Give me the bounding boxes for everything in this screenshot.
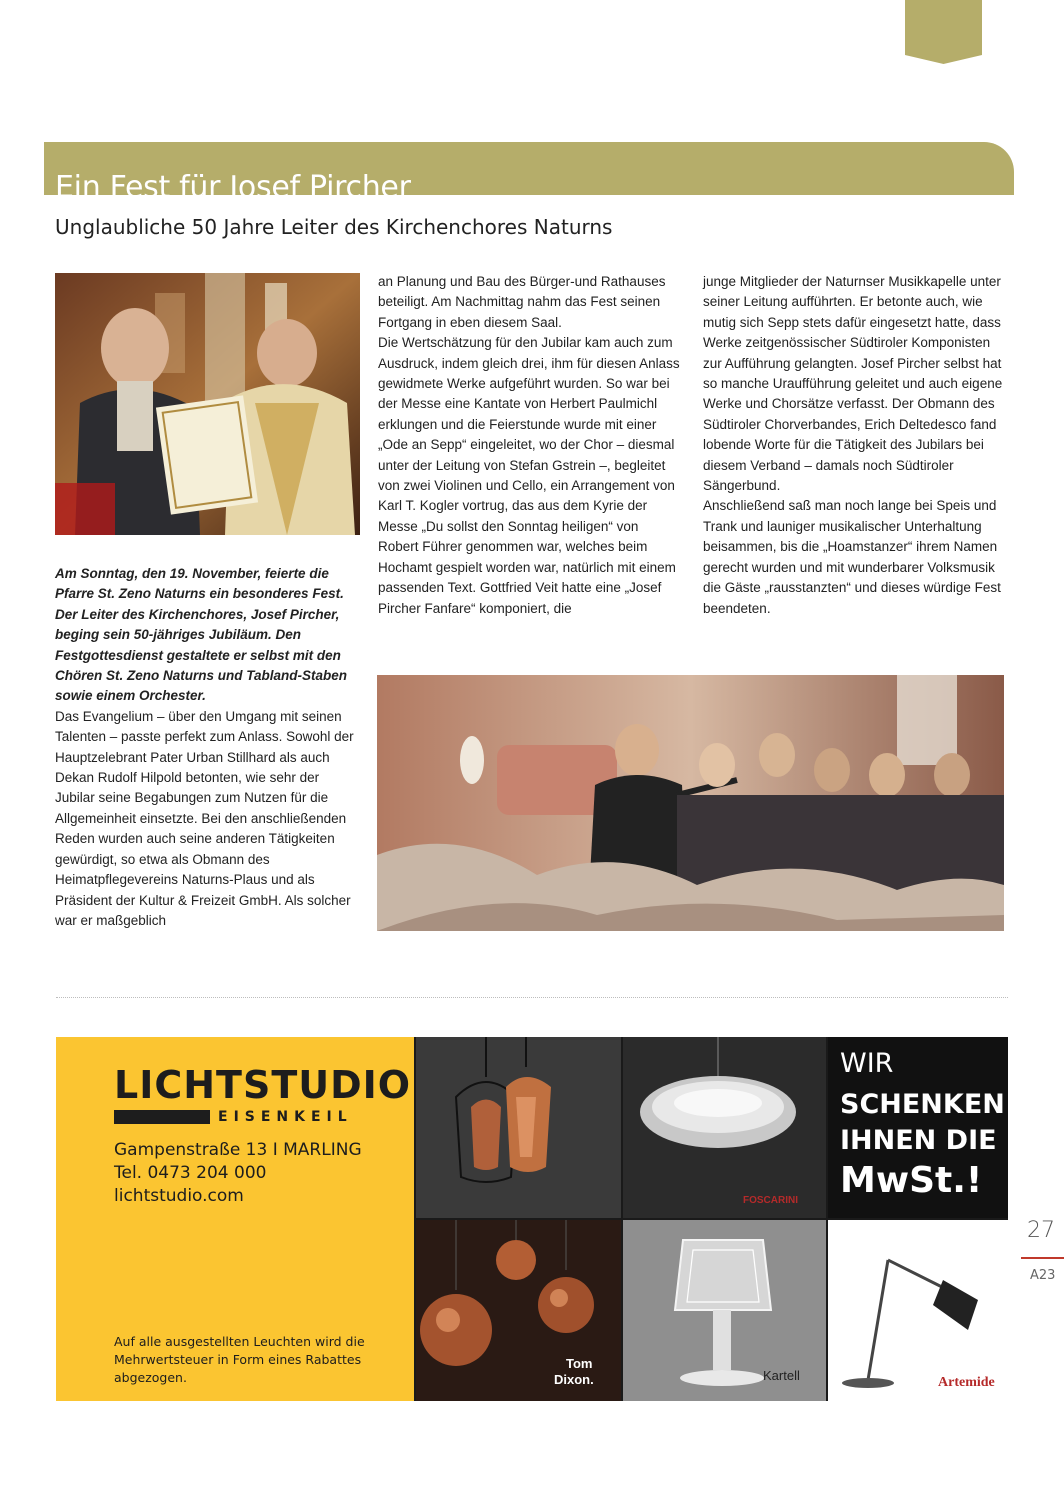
ad-website: lichtstudio.com bbox=[114, 1186, 244, 1206]
brand-bar bbox=[114, 1110, 210, 1124]
advertisement-lichtstudio bbox=[56, 1037, 1008, 1401]
article-paragraph: Anschließend saß man noch lange bei Speis und Trank und launiger musikalischer Unterhaltung beisammen, bis die „Hoamstanzer“ ihrem Namen gerecht wurden und mit wunderbarer Volksmusik die Gäste „rausstanzten“ und dieses würdige Fest beendeten. bbox=[703, 498, 1001, 616]
brand-subname: EISENKEIL bbox=[218, 1109, 353, 1125]
article-paragraph: an Planung und Bau des Bürger-und Rathauses beteiligt. Am Nachmittag nahm das Fest seinen Fortgang in eben diesem Saal. bbox=[378, 274, 666, 330]
article-paragraph: junge Mitglieder der Naturnser Musikkapelle unter seiner Leitung aufführten. Er betonte auch, wie mutig sich Sepp stets dafür eingesetzt hatte, dass Werke zeitgenössischer Südtiroler Komponisten zur Aufführung gelangten. Josef Pircher selbst hat so manche Uraufführung geleitet und auch eigene Werke und Chorsätze verfasst. Der Obmann des Südtiroler Chorverbandes, Erich Deltedesco fand lobende Worte für die Tätigkeit des Jubilars bei diesem Verband – damals noch Südtiroler Sängerbund. bbox=[703, 274, 1003, 494]
ad-promo-box bbox=[828, 1037, 1008, 1218]
page-number-rule bbox=[1021, 1257, 1064, 1259]
page-code: A23 bbox=[1030, 1268, 1056, 1283]
ad-yellow-panel bbox=[56, 1037, 414, 1401]
ad-promo-line-2: SCHENKEN bbox=[840, 1089, 1005, 1120]
section-divider bbox=[56, 997, 1008, 998]
article-column-2 bbox=[378, 272, 682, 619]
brand-logo bbox=[114, 1063, 412, 1125]
ad-logo-tomdixon-line2: Dixon. bbox=[554, 1372, 594, 1387]
page-number: 27 bbox=[1027, 1218, 1055, 1243]
ad-contact-block bbox=[114, 1139, 362, 1208]
article-column-1 bbox=[55, 564, 361, 931]
photo-conductor-orchestra bbox=[377, 675, 1004, 931]
ad-photo-copper-globes bbox=[416, 1220, 621, 1401]
ad-logo-tomdixon-line1: Tom bbox=[566, 1356, 593, 1371]
ad-promo-line-1: WIR bbox=[840, 1048, 894, 1079]
article-intro-caption: Am Sonntag, den 19. November, feierte die Pfarre St. Zeno Naturns ein besonderes Fest. Der Leiter des Kirchenchores, Josef Pircher, beging sein 50-jähriges Jubiläum. Den Festgottesdienst gestaltete er selbst mit den Chören St. Zeno Naturns und Tabland-Staben sowie einem Orchester. bbox=[55, 566, 348, 704]
ad-address: Gampenstraße 13 I MARLING bbox=[114, 1140, 362, 1160]
ad-footnote: Auf alle ausgestellten Leuchten wird die Mehrwertsteuer in Form eines Rabattes abgezogen. bbox=[114, 1334, 365, 1385]
article-subtitle: Unglaubliche 50 Jahre Leiter des Kirchenchores Naturns bbox=[55, 215, 613, 239]
ad-photo-copper-pendant bbox=[416, 1037, 621, 1218]
article-paragraph: Das Evangelium – über den Umgang mit seinen Talenten – passte perfekt zum Anlass. Sowohl der Hauptzelebrant Pater Urban Stillhard als auch Dekan Rudolf Hilpold betonten, wie sehr der Jubilar seine Begabungen zum Nutzen für die Allgemeinheit einsetzte. Bei den anschließenden Reden wurden auch seine anderen Tätigkeiten gewürdigt, so etwa als Obmann des Heimatpflegevereins Naturns-Plaus und als Präsident der Kultur & Freizeit GmbH. Als solcher war er maßgeblich bbox=[55, 708, 354, 928]
section-tab-marker bbox=[905, 0, 982, 64]
ad-photo-crystal-table-lamp bbox=[623, 1220, 826, 1401]
article-paragraph: Die Wertschätzung für den Jubilar kam auch zum Ausdruck, indem gleich drei, ihm für diesen Anlass gewidmete Werke aufgeführt wurden. So war bei der Messe eine Kantate von Herbert Paulmichl erklungen und die Feierstunde wurde mit einer „Ode an Sepp“ eingeleitet, wo der Chor – diesmal unter der Leitung von Stefan Gstrein –, begleitet von zwei Violinen und Cello, ein Arrangement von Karl T. Kogler vortrug, das aus dem Kyrie der Messe „Du sollst den Sonntag heiligen“ von Robert Führer genommen war, welches beim Hochamt gespielt worden war, natürlich mit einem passenden Text. Gottfried Veit hatte eine „Josef Pircher Fanfare“ komponiert, die bbox=[378, 335, 680, 616]
article-title-bar bbox=[44, 142, 1014, 206]
ad-logo-kartell: Kartell bbox=[763, 1368, 800, 1383]
article-column-3 bbox=[703, 272, 1007, 619]
ad-photo-crystal-chandelier bbox=[623, 1037, 826, 1218]
ad-promo-line-4: MwSt.! bbox=[840, 1160, 983, 1201]
article-title: Ein Fest für Josef Pircher bbox=[55, 170, 411, 206]
ad-photo-desk-lamp bbox=[828, 1220, 1008, 1401]
photo-award-presentation bbox=[55, 273, 360, 535]
brand-name: LICHTSTUDIO bbox=[114, 1063, 412, 1107]
ad-logo-artemide: Artemide bbox=[938, 1375, 995, 1390]
ad-promo-line-3: IHNEN DIE bbox=[840, 1125, 997, 1156]
ad-logo-foscarini: FOSCARINI bbox=[743, 1195, 798, 1206]
ad-phone: Tel. 0473 204 000 bbox=[114, 1163, 267, 1183]
